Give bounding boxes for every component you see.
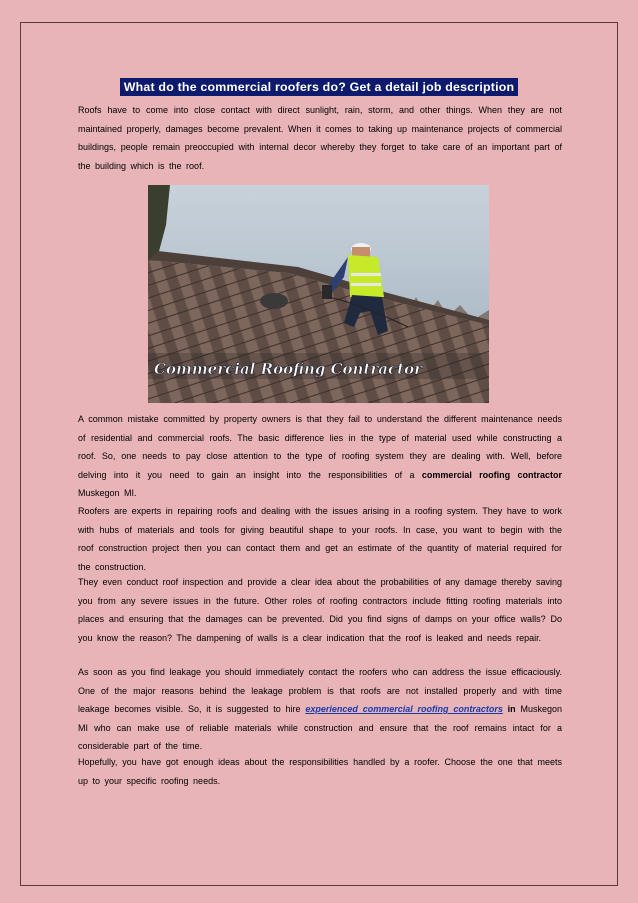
hero-image xyxy=(148,185,489,403)
paragraph-leakage xyxy=(78,663,562,756)
paragraph-common-mistake-text: A common mistake committed by property owners is that they fail to understand the different maintenance needs of residential and commercial roofs. The basic difference lies in the type of material used while constructing a roof. So, one needs to pay close attention to the type of roofing system they are dealing with. Well, before delving into it you need to gain an insight into the responsibilities of a xyxy=(78,414,562,480)
paragraph-conclusion: Hopefully, you have got enough ideas about the responsibilities handled by a roofer. Choose the one that meets up to your specific roofing needs. xyxy=(78,757,562,786)
paragraph-common-mistake xyxy=(78,410,562,503)
banner-text: Commercial Roofing Contractor xyxy=(154,360,422,378)
paragraph-leakage-text: As soon as you find leakage you should immediately contact the roofers who can address the issue efficaciously. One of the major reasons behind the leakage problem is that roofs are not installed properly and with time leakage becomes visible. So, it is suggested to hire xyxy=(78,667,562,714)
paragraph-common-mistake-end: Muskegon MI. xyxy=(78,488,137,498)
link-experienced-contractors[interactable]: experienced commercial roofing contractors xyxy=(305,704,503,714)
title-wrap xyxy=(0,78,638,96)
keyword-commercial-roofing-contractor: commercial roofing contractor xyxy=(421,469,562,480)
paragraph-leakage-end: Muskegon MI who can make use of reliable materials while construction and ensure that the roof remains intact for a considerable part of the time. xyxy=(78,704,563,751)
paragraph-intro: Roofs have to come into close contact with direct sunlight, rain, storm, and other things. When they are not maintained properly, damages become prevalent. When it comes to taking up maintenance projects of commercial buildings, people remain preoccupied with internal decor whereby they forget to take care of an important part of the building which is the roof. xyxy=(78,105,562,171)
paragraph-inspection: They even conduct roof inspection and provide a clear idea about the probabilities of any damage thereby saving you from any severe issues in the future. Other roles of roofing contractors include fitting roofing materials into places and ensuring that the damages can be prevented. Did you find signs of damps on your office walls? Do you know the reason? The dampening of walls is a clear indication that the roof is leaked and needs repair. xyxy=(78,577,562,643)
paragraph-roofers-experts: Roofers are experts in repairing roofs and dealing with the issues arising in a roofing system. They have to work with hubs of materials and tools for giving beautiful shape to your roofs. In case, you want to begin with the roof construction project then you can contact them and get an estimate of the quantity of material required for the construction. xyxy=(78,506,562,572)
roofer-photo xyxy=(148,185,489,403)
page-title: What do the commercial roofers do? Get a detail job description xyxy=(120,78,519,96)
paragraph-leakage-in: in xyxy=(502,704,516,714)
